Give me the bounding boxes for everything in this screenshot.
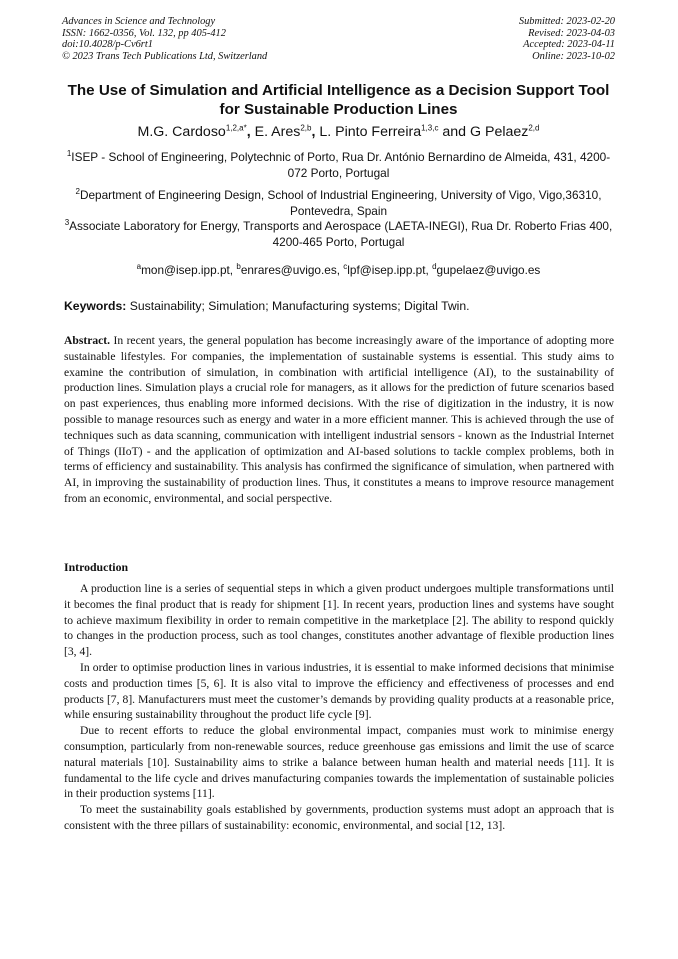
journal-copyright: © 2023 Trans Tech Publications Ltd, Switzerland bbox=[62, 50, 268, 62]
introduction-body bbox=[64, 581, 614, 834]
author-separator: , bbox=[311, 124, 320, 140]
affiliation-marker: 3 bbox=[64, 218, 70, 228]
email-address[interactable]: gupelaez@uvigo.es bbox=[436, 263, 541, 277]
author-emails: $^a$mon@isep.ipp.pt, $^b$enrares@uvigo.es, $^c$lpf@isep.ipp.pt, $^d$gupelaez@uvigo.es bbox=[136, 262, 541, 277]
paragraph: Due to recent efforts to reduce the global environmental impact, companies must work to minimise energy consumption, particularly from non-renewable sources, reduce greenhouse gas emissions and limit the use of scarce natural materials [10]. Sustainability aims to strike a balance between human health and material needs [11]. It is fundamental to the life cycle and drives manufacturing companies towards the implementation of sustainable policies in their production systems [11]. bbox=[64, 724, 614, 801]
email-marker: b bbox=[236, 262, 241, 272]
online-date: Online: 2023-10-02 bbox=[532, 50, 615, 62]
author-affiliation-marker: 1,3,c bbox=[421, 123, 439, 133]
author-separator: , bbox=[246, 124, 255, 140]
abstract-label: Abstract. bbox=[64, 334, 111, 347]
author-name: G Pelaez bbox=[470, 124, 529, 140]
affiliation-1 bbox=[62, 149, 615, 181]
abstract-text: In recent years, the general population has become increasingly aware of the importance of adopting more sustainable lifestyles. For companies, the implementation of sustainable systems is essential. This study aims to examine the contribution of simulation, in combination with artificial intelligence (AI), to the sustainability of production lines. Simulation plays a crucial role for managers, as it allows for the prediction of future scenarios based on past experiences, thus enabling more informed decisions. With the rise of digitization in the industry, it is now possible to manage resources such as energy and water in a more efficient manner. This is achieved through the use of techniques such as data scanning, communication with intelligent industrial sensors - known as the Industrial Internet of Things (IIoT) - and the application of optimization and AI-based solutions to tackle complex problems, both in terms of efficiency and sustainability. This analysis has confirmed the significance of simulation, when partnered with AI, in improving the sustainability of production lines. Thus, it constitutes a means to improve resource management from an economic, environmental, and social perspective. bbox=[64, 334, 614, 505]
paragraph: To meet the sustainability goals established by governments, production systems must adopt an approach that is consistent with the three pillars of sustainability: economic, environmental, and social [12, 13]. bbox=[64, 803, 614, 832]
keywords-text: Sustainability; Simulation; Manufacturing systems; Digital Twin. bbox=[129, 299, 470, 313]
submitted-date: Submitted: 2023-02-20 bbox=[518, 16, 615, 27]
author-separator: and bbox=[438, 124, 470, 140]
author-affiliation-marker: 1,2,a* bbox=[225, 123, 247, 133]
submission-dates bbox=[519, 16, 615, 62]
introduction-heading: Introduction bbox=[64, 560, 129, 574]
accepted-date: Accepted: 2023-04-11 bbox=[523, 39, 615, 51]
email-marker: d bbox=[432, 262, 437, 272]
affiliation-marker: 2 bbox=[75, 187, 80, 197]
email-marker: a bbox=[136, 262, 142, 272]
affiliation-text: ISEP - School of Engineering, Polytechnic of Porto, Rua Dr. António Bernardino de Almeida, 431, 4200-072 Porto, Portugal bbox=[71, 150, 611, 180]
keywords-label: Keywords: bbox=[64, 299, 127, 313]
journal-info bbox=[62, 16, 267, 62]
affiliation-text: Department of Engineering Design, School of Industrial Engineering, University of Vigo, Vigo,36310, Pontevedra, Spain bbox=[79, 188, 602, 218]
paper-title: The Use of Simulation and Artificial Intelligence as a Decision Support Tool for Sustainable Production Lines bbox=[67, 82, 610, 118]
email-marker: c bbox=[343, 262, 348, 272]
author-affiliation-marker: 2,d bbox=[528, 123, 540, 133]
keywords bbox=[64, 299, 617, 313]
journal-issn: ISSN: 1662-0356, Vol. 132, pp 405-412 bbox=[62, 27, 226, 39]
paragraph: In order to optimise production lines in various industries, it is essential to make informed decisions that minimise costs and production times [5, 6]. It is also vital to improve the efficiency and effectiveness of processes and end products [7, 8]. Manufacturers must meet the customer’s demands by providing quality products at a reasonable price, while ensuring sustainability throughout the product life cycle [9]. bbox=[64, 660, 614, 722]
affiliation-2 bbox=[62, 187, 615, 219]
affiliation-3 bbox=[62, 218, 615, 250]
author-affiliation-marker: 2,b bbox=[300, 123, 312, 133]
email-address[interactable]: mon@isep.ipp.pt bbox=[141, 263, 230, 277]
abstract bbox=[64, 333, 614, 507]
email-address[interactable]: lpf@isep.ipp.pt bbox=[347, 263, 426, 277]
journal-name: Advances in Science and Technology bbox=[62, 16, 216, 27]
journal-doi: doi:10.4028/p-Cv6rt1 bbox=[62, 39, 153, 51]
author-name: M.G. Cardoso bbox=[137, 124, 226, 140]
affiliation-text: Associate Laboratory for Energy, Transports and Aerospace (LAETA-INEGI), Rua Dr. Roberto Frias 400, 4200-465 Porto, Portugal bbox=[69, 219, 613, 249]
author-list bbox=[62, 123, 615, 141]
affiliation-marker: 1 bbox=[66, 149, 72, 159]
revised-date: Revised: 2023-04-03 bbox=[528, 27, 615, 39]
paragraph: A production line is a series of sequential steps in which a given product undergoes multiple transformations until it becomes the final product that is ready for shipment [1]. In recent years, production lines and systems have sought to achieve maximum flexibility in order to remain competitive in the marketplace [2]. The ability to respond quickly to changes in the production process, such as tool changes, constitutes another advantage of flexible production lines [3, 4]. bbox=[64, 582, 614, 659]
author-name: L. Pinto Ferreira bbox=[319, 124, 422, 140]
email-address[interactable]: enrares@uvigo.es bbox=[240, 263, 337, 277]
author-name: E. Ares bbox=[254, 124, 301, 140]
